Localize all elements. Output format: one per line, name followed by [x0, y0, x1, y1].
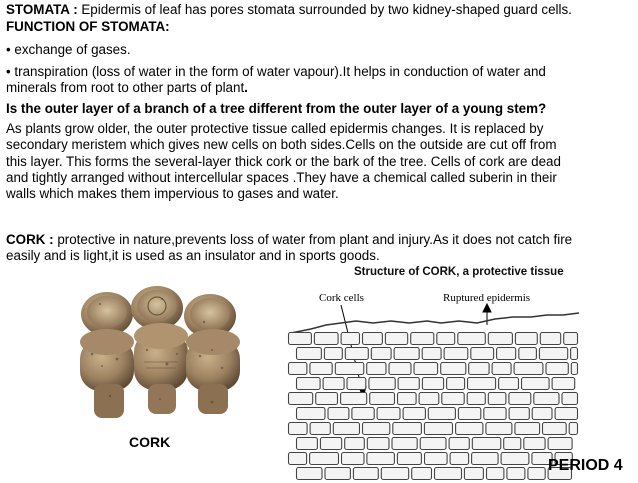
transpiration-line-2-text: minerals from root to other parts of plant [6, 80, 245, 96]
cork-cell [412, 468, 432, 480]
cork-cell [341, 393, 367, 405]
cork-cell [385, 333, 407, 345]
cork-cell [499, 378, 519, 390]
cork-line-1 [6, 232, 632, 248]
transpiration-line-1: • transpiration (loss of water in the form of water vapour).It helps in conduction of water and [6, 64, 546, 79]
cork-cell [328, 408, 349, 420]
cork-cell [571, 348, 578, 360]
cork-cell [507, 468, 525, 480]
cork-cell [540, 333, 560, 345]
cork-cell [297, 378, 321, 390]
cork-cell [297, 468, 323, 480]
cork-cell [458, 408, 480, 420]
cork-cell [441, 363, 466, 375]
cork-structure-diagram [281, 285, 581, 483]
cork-cell [297, 408, 326, 420]
cork-cell [555, 408, 577, 420]
cork-cell [497, 348, 516, 360]
cork-cell [419, 393, 439, 405]
cork-cell [324, 348, 342, 360]
cork-cell [569, 423, 577, 435]
answer-line-2: secondary meristem which gives new cells on both sides.Cells on the outside are cut off from [6, 137, 557, 153]
cork-cell [514, 363, 543, 375]
cork-cell [467, 393, 485, 405]
cork-cell [394, 348, 419, 360]
transpiration-period: . [244, 80, 248, 96]
cork-cell [552, 378, 575, 390]
cork-cell [345, 348, 368, 360]
cork-cell [504, 438, 521, 450]
cork-cell [487, 468, 504, 480]
cork-cell [562, 393, 578, 405]
function-heading: FUNCTION OF STOMATA: [6, 19, 170, 34]
cork-cell [534, 393, 559, 405]
cork-cell [297, 348, 322, 360]
cork-cell [363, 423, 390, 435]
cork-cell [420, 438, 446, 450]
cork-cell [411, 333, 434, 345]
cork-cell [571, 363, 577, 375]
cork-cell [468, 378, 496, 390]
cork-cell [342, 453, 365, 465]
cork-cell [333, 423, 359, 435]
stomata-definition-text: Epidermis of leaf has pores stomata surrounded by two kidney-shaped guard cells. [77, 2, 572, 17]
cork-cell [393, 423, 422, 435]
cork-cell [289, 363, 307, 375]
cork-cell [546, 363, 568, 375]
cork-cell [528, 468, 545, 480]
cork-cell [472, 453, 499, 465]
label-ruptured-epidermis: Ruptured epidermis [443, 292, 531, 304]
cork-cell [422, 378, 443, 390]
answer-line-4: and tightly arranged without intercellular spaces .They have a chemical called suberin in their [6, 169, 557, 185]
cork-cell [320, 438, 341, 450]
diagram-caption: Structure of CORK, a protective tissue [354, 266, 564, 278]
cork-cell [403, 408, 425, 420]
cork-cell [444, 348, 468, 360]
cork-cell [456, 423, 483, 435]
cork-cell [488, 393, 506, 405]
stomata-definition [6, 2, 632, 18]
cork-cell [464, 468, 483, 480]
cork-cell [398, 378, 419, 390]
cork-cell [389, 363, 411, 375]
cork-cell [472, 438, 501, 450]
cork-cell [310, 453, 339, 465]
cork-cell [486, 423, 512, 435]
cork-cell [425, 453, 448, 465]
stomata-term: STOMATA : [6, 2, 78, 17]
cork-cell [316, 393, 338, 405]
answer-line-1: As plants grow older, the outer protective tissue called epidermis changes. It is replaced by [6, 121, 544, 136]
cork-cell [447, 378, 465, 390]
cork-cell [370, 393, 395, 405]
cork-cell [564, 333, 578, 345]
function-point-gases: • exchange of gases. [6, 42, 131, 57]
cork-cell [352, 408, 374, 420]
cork-cell [289, 333, 312, 345]
question-heading: Is the outer layer of a branch of a tree different from the outer layer of a young stem? [6, 101, 547, 116]
period-label: PERIOD 4 [548, 457, 623, 474]
cork-cell [422, 348, 441, 360]
cork-cell [310, 423, 330, 435]
cork-cell [501, 453, 529, 465]
cork-cell [371, 348, 391, 360]
cork-cell [297, 438, 318, 450]
cork-cell [367, 438, 389, 450]
cork-cell [397, 453, 421, 465]
cork-cell [471, 348, 494, 360]
cork-line-2: easily and is light,it is used as an insulator and in sports goods. [6, 248, 380, 264]
cork-cell [469, 363, 489, 375]
cork-cell [539, 348, 567, 360]
cork-cell [509, 408, 529, 420]
cork-definition [6, 232, 632, 265]
cork-cell [392, 438, 417, 450]
cork-cell [335, 363, 364, 375]
cork-photo-caption: CORK [129, 434, 171, 450]
answer-line-5: walls which makes them impervious to gases and water. [6, 186, 339, 202]
cork-cell [398, 393, 417, 405]
cork-cell [289, 393, 313, 405]
cork-cell [488, 333, 512, 345]
cork-cell [369, 378, 395, 390]
cork-cell [289, 453, 307, 465]
cork-cell [442, 393, 464, 405]
cork-cell [458, 333, 486, 345]
cork-cell [509, 393, 531, 405]
cork-cell [323, 378, 344, 390]
cork-cell [325, 468, 350, 480]
transpiration-line-2 [6, 80, 632, 96]
cork-cell [310, 363, 332, 375]
answer-paragraph [6, 121, 632, 202]
cork-cell [424, 423, 452, 435]
cork-cell [347, 378, 366, 390]
cork-cell [524, 438, 545, 450]
cork-cell [519, 348, 537, 360]
cork-cell [449, 438, 469, 450]
cork-cell [450, 453, 469, 465]
cork-cell [367, 363, 386, 375]
cork-cell [381, 468, 408, 480]
cork-cell [345, 438, 365, 450]
cork-cell [363, 333, 383, 345]
cork-cell [341, 333, 359, 345]
cork-line-1-text: protective in nature,prevents loss of water from plant and injury.As it does not catch fire [53, 232, 573, 247]
function-point-transpiration [6, 64, 632, 97]
cork-cell [367, 453, 395, 465]
cork-stoppers-photo [72, 284, 248, 420]
cork-cell [414, 363, 438, 375]
cork-cell [428, 408, 455, 420]
cork-cell [522, 378, 550, 390]
cork-cell [492, 363, 511, 375]
cork-cell [353, 468, 378, 480]
cork-term: CORK : [6, 232, 54, 247]
cork-cell [543, 423, 567, 435]
cork-cell [435, 468, 462, 480]
cork-cell [377, 408, 400, 420]
cork-cell [548, 438, 572, 450]
cork-cell [515, 333, 537, 345]
label-cork-cells: Cork cells [319, 292, 364, 304]
cork-cell [289, 423, 308, 435]
cork-cell [437, 333, 455, 345]
cork-cell [314, 333, 338, 345]
cork-cell [515, 423, 540, 435]
cork-cell [532, 408, 552, 420]
cork-cell [484, 408, 506, 420]
answer-line-3: this layer. This forms the several-layer thick cork or the bark of the tree. Cells of cork are dead [6, 153, 561, 169]
